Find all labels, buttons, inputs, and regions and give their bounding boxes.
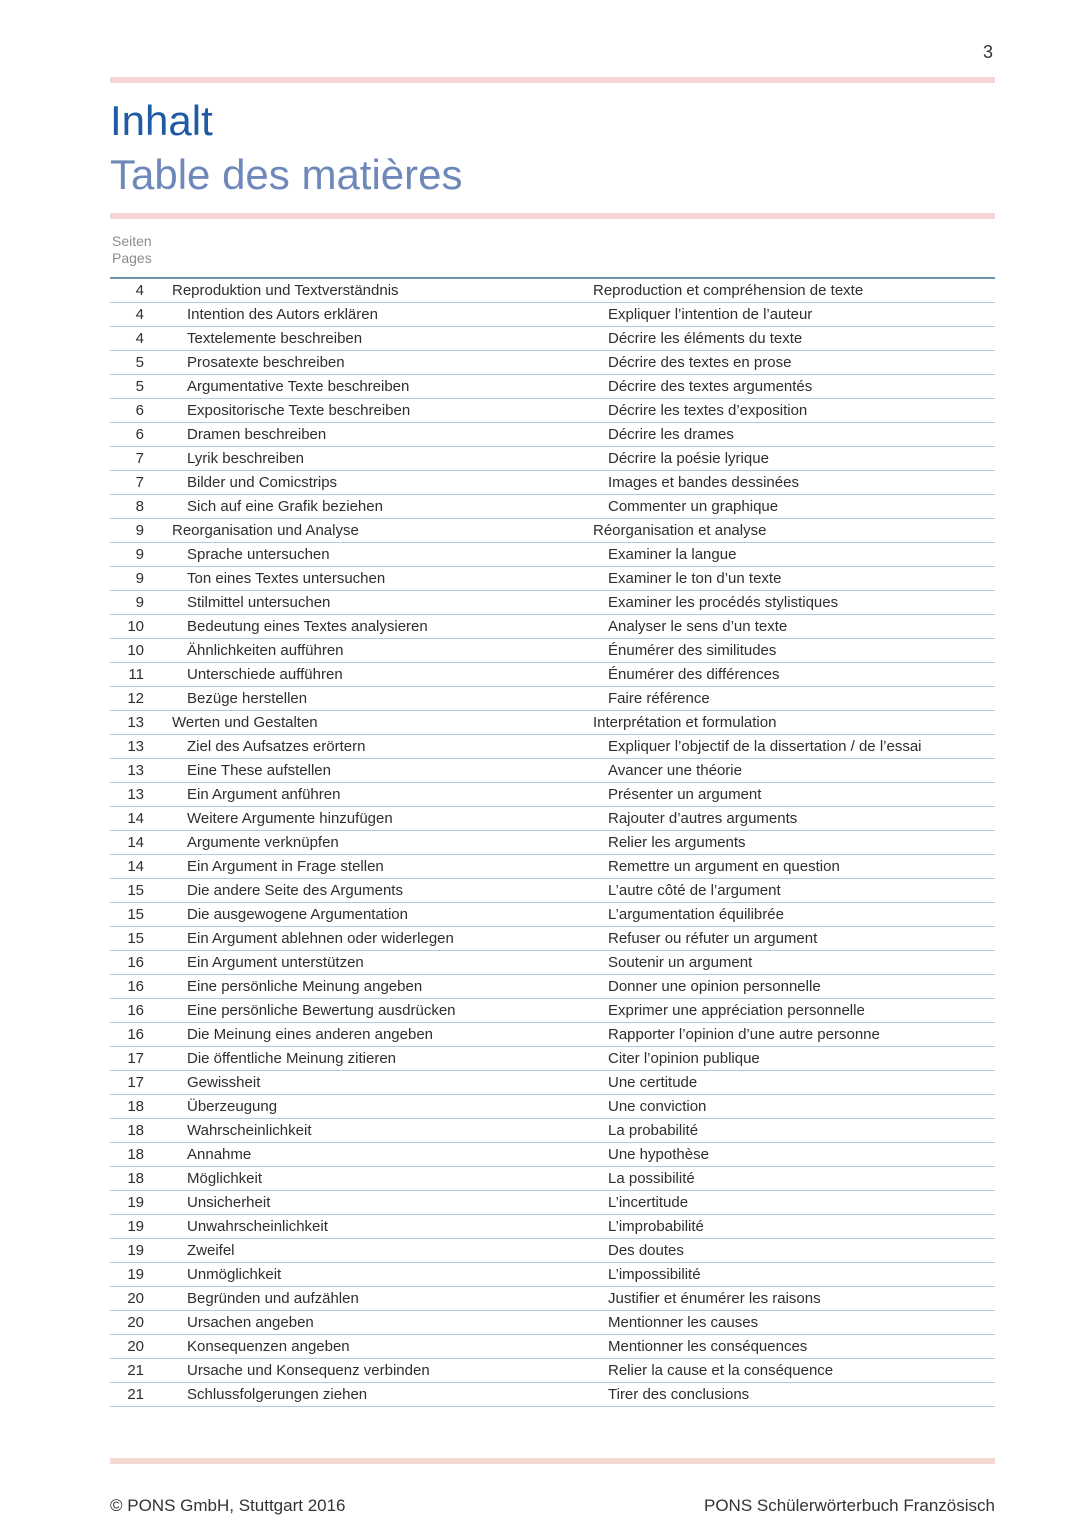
row-page-number: 20 <box>127 1338 144 1355</box>
row-label-german: Überzeugung <box>187 1098 278 1115</box>
row-label-french: Justifier et énumérer les raisons <box>608 1290 821 1307</box>
toc-row <box>110 735 995 759</box>
row-page-number: 4 <box>135 306 144 323</box>
row-page-number: 7 <box>135 450 144 467</box>
row-label-german: Die Meinung eines anderen angeben <box>187 1026 434 1043</box>
row-label-german: Schlussfolgerungen ziehen <box>187 1386 368 1403</box>
toc-row <box>110 879 995 903</box>
row-label-french: Soutenir un argument <box>608 954 753 971</box>
row-label-german: Begründen und aufzählen <box>187 1290 359 1307</box>
row-label-german: Bilder und Comicstrips <box>187 474 338 491</box>
row-label-german: Unsicherheit <box>187 1194 271 1211</box>
row-page-number: 18 <box>127 1122 144 1139</box>
row-label-french: L’autre côté de l’argument <box>608 882 781 899</box>
row-label-french: Examiner le ton d’un texte <box>608 570 782 587</box>
row-label-french: Analyser le sens d’un texte <box>608 618 788 635</box>
row-label-german: Textelemente beschreiben <box>187 330 363 347</box>
row-label-french: Tirer des conclusions <box>608 1386 750 1403</box>
row-label-french: Décrire les textes d’exposition <box>608 402 808 419</box>
toc-row <box>110 1143 995 1167</box>
row-label-french: Examiner la langue <box>608 546 737 563</box>
toc-row <box>110 519 995 543</box>
column-header <box>112 233 152 267</box>
row-label-french: Des doutes <box>608 1242 684 1259</box>
row-label-german: Sprache untersuchen <box>187 546 330 563</box>
row-label-french: Avancer une théorie <box>608 762 742 779</box>
row-label-french: Relier les arguments <box>608 834 746 851</box>
row-label-german: Möglichkeit <box>187 1170 263 1187</box>
row-label-german: Lyrik beschreiben <box>187 450 305 467</box>
page-title-german: Inhalt <box>110 97 213 144</box>
row-label-french: Expliquer l’objectif de la dissertation / de l’essai <box>608 738 922 755</box>
row-label-german: Konsequenzen angeben <box>187 1338 350 1355</box>
row-label-german: Die ausgewogene Argumentation <box>187 906 408 923</box>
row-label-french: Remettre un argument en question <box>608 858 840 875</box>
row-label-french: L’incertitude <box>608 1194 689 1211</box>
row-label-german: Werten und Gestalten <box>172 714 318 731</box>
row-label-french: Rajouter d’autres arguments <box>608 810 798 827</box>
row-label-french: Relier la cause et la conséquence <box>608 1362 834 1379</box>
row-label-german: Ein Argument anführen <box>187 786 341 803</box>
row-page-number: 20 <box>127 1290 144 1307</box>
row-page-number: 19 <box>127 1218 144 1235</box>
toc-row <box>110 639 995 663</box>
row-page-number: 18 <box>127 1146 144 1163</box>
toc-row <box>110 807 995 831</box>
toc-table <box>110 277 995 1407</box>
row-label-german: Eine persönliche Meinung angeben <box>187 978 423 995</box>
row-page-number: 7 <box>135 474 144 491</box>
row-page-number: 18 <box>127 1098 144 1115</box>
toc-row <box>110 495 995 519</box>
toc-row <box>110 423 995 447</box>
row-label-french: Réorganisation et analyse <box>593 522 767 539</box>
row-label-french: Exprimer une appréciation personnelle <box>608 1002 865 1019</box>
row-label-french: Donner une opinion personnelle <box>608 978 821 995</box>
toc-row <box>110 1335 995 1359</box>
row-page-number: 12 <box>127 690 144 707</box>
toc-row <box>110 567 995 591</box>
row-page-number: 17 <box>127 1050 144 1067</box>
toc-row <box>110 1239 995 1263</box>
row-label-french: Refuser ou réfuter un argument <box>608 930 818 947</box>
row-page-number: 4 <box>135 330 144 347</box>
row-label-german: Expositorische Texte beschreiben <box>187 402 411 419</box>
toc-row <box>110 1287 995 1311</box>
toc-row <box>110 1215 995 1239</box>
toc-row <box>110 831 995 855</box>
row-label-german: Annahme <box>187 1146 252 1163</box>
row-label-german: Argumentative Texte beschreiben <box>187 378 410 395</box>
row-label-german: Gewissheit <box>187 1074 261 1091</box>
row-label-french: Mentionner les conséquences <box>608 1338 808 1355</box>
row-label-french: Examiner les procédés stylistiques <box>608 594 839 611</box>
row-page-number: 13 <box>127 762 144 779</box>
row-label-french: Citer l’opinion publique <box>608 1050 760 1067</box>
toc-row <box>110 591 995 615</box>
row-label-german: Unterschiede aufführen <box>187 666 343 683</box>
toc-row <box>110 1383 995 1407</box>
row-label-french: Décrire la poésie lyrique <box>608 450 769 467</box>
row-label-french: Interprétation et formulation <box>593 714 777 731</box>
row-label-french: Énumérer des similitudes <box>608 642 777 659</box>
row-page-number: 11 <box>128 666 144 683</box>
row-page-number: 15 <box>127 882 144 899</box>
toc-row <box>110 1095 995 1119</box>
row-page-number: 16 <box>127 954 144 971</box>
row-label-french: L’improbabilité <box>608 1218 704 1235</box>
row-label-german: Die öffentliche Meinung zitieren <box>187 1050 397 1067</box>
row-label-french: La probabilité <box>608 1122 699 1139</box>
row-page-number: 5 <box>135 378 144 395</box>
row-page-number: 17 <box>127 1074 144 1091</box>
row-page-number: 9 <box>135 594 144 611</box>
toc-row <box>110 855 995 879</box>
row-page-number: 14 <box>127 834 144 851</box>
row-label-german: Ton eines Textes untersuchen <box>187 570 386 587</box>
row-page-number: 19 <box>127 1242 144 1259</box>
toc-row <box>110 399 995 423</box>
toc-row <box>110 903 995 927</box>
footer-book-title: PONS Schülerwörterbuch Französisch <box>703 1496 995 1515</box>
row-page-number: 14 <box>127 810 144 827</box>
row-label-french: L’argumentation équilibrée <box>608 906 784 923</box>
row-label-german: Ein Argument unterstützen <box>187 954 364 971</box>
row-label-german: Die andere Seite des Arguments <box>187 882 403 899</box>
row-label-french: Une hypothèse <box>608 1146 709 1163</box>
row-page-number: 13 <box>127 714 144 731</box>
row-page-number: 5 <box>135 354 144 371</box>
row-label-german: Wahrscheinlichkeit <box>187 1122 312 1139</box>
row-label-french: Décrire des textes argumentés <box>608 378 813 395</box>
row-page-number: 21 <box>127 1386 144 1403</box>
row-label-german: Sich auf eine Grafik beziehen <box>187 498 383 515</box>
row-label-german: Ursachen angeben <box>187 1314 314 1331</box>
toc-row <box>110 927 995 951</box>
toc-row <box>110 1311 995 1335</box>
toc-row <box>110 375 995 399</box>
row-label-french: Faire référence <box>608 690 710 707</box>
row-page-number: 16 <box>127 1026 144 1043</box>
row-label-french: Une conviction <box>608 1098 707 1115</box>
toc-row <box>110 1023 995 1047</box>
row-page-number: 18 <box>127 1170 144 1187</box>
row-label-german: Intention des Autors erklären <box>187 306 378 323</box>
toc-row <box>110 1071 995 1095</box>
row-page-number: 21 <box>127 1362 144 1379</box>
toc-row <box>110 1119 995 1143</box>
toc-row <box>110 543 995 567</box>
row-page-number: 4 <box>135 282 144 299</box>
toc-row <box>110 327 995 351</box>
page-title-french: Table des matières <box>110 151 463 198</box>
row-page-number: 20 <box>127 1314 144 1331</box>
row-label-german: Ziel des Aufsatzes erörtern <box>187 738 366 755</box>
row-label-german: Eine These aufstellen <box>187 762 331 779</box>
row-label-french: Mentionner les causes <box>608 1314 759 1331</box>
toc-row <box>110 975 995 999</box>
row-label-french: La possibilité <box>608 1170 695 1187</box>
toc-row <box>110 1359 995 1383</box>
row-label-german: Ähnlichkeiten aufführen <box>187 642 344 659</box>
row-label-german: Bedeutung eines Textes analysieren <box>187 618 428 635</box>
footer-rule <box>110 1458 995 1464</box>
toc-row <box>110 351 995 375</box>
row-label-german: Dramen beschreiben <box>187 426 327 443</box>
row-label-german: Eine persönliche Bewertung ausdrücken <box>187 1002 456 1019</box>
row-page-number: 9 <box>135 546 144 563</box>
toc-row <box>110 471 995 495</box>
mid-rule <box>110 213 995 219</box>
toc-row <box>110 1167 995 1191</box>
row-label-german: Unwahrscheinlichkeit <box>187 1218 328 1235</box>
row-page-number: 8 <box>135 498 144 515</box>
toc-row <box>110 687 995 711</box>
toc-row <box>110 663 995 687</box>
toc-row <box>110 759 995 783</box>
row-label-german: Reproduktion und Textverständnis <box>172 282 399 299</box>
page-number: 3 <box>982 42 993 62</box>
footer <box>110 1496 995 1516</box>
row-label-german: Prosatexte beschreiben <box>187 354 345 371</box>
row-label-french: Présenter un argument <box>608 786 762 803</box>
row-label-german: Ein Argument in Frage stellen <box>187 858 384 875</box>
toc-row <box>110 447 995 471</box>
row-label-german: Weitere Argumente hinzufügen <box>187 810 393 827</box>
row-label-french: Expliquer l’intention de l’auteur <box>608 306 813 323</box>
toc-row <box>110 615 995 639</box>
toc-row <box>110 1191 995 1215</box>
column-label-pages: Pages <box>112 250 152 266</box>
toc-row <box>110 951 995 975</box>
row-label-german: Bezüge herstellen <box>187 690 308 707</box>
footer-copyright: © PONS GmbH, Stuttgart 2016 <box>110 1496 346 1515</box>
row-label-german: Unmöglichkeit <box>187 1266 282 1283</box>
row-page-number: 15 <box>127 906 144 923</box>
row-label-french: Décrire les éléments du texte <box>608 330 803 347</box>
row-page-number: 6 <box>135 402 144 419</box>
row-page-number: 19 <box>127 1194 144 1211</box>
row-label-french: L’impossibilité <box>608 1266 701 1283</box>
toc-row <box>110 783 995 807</box>
toc-row <box>110 711 995 735</box>
row-page-number: 19 <box>127 1266 144 1283</box>
row-label-french: Commenter un graphique <box>608 498 779 515</box>
toc-row <box>110 1263 995 1287</box>
row-page-number: 9 <box>135 570 144 587</box>
row-label-german: Argumente verknüpfen <box>187 834 339 851</box>
row-label-german: Ursache und Konsequenz verbinden <box>187 1362 430 1379</box>
row-label-french: Énumérer des différences <box>608 666 780 683</box>
row-label-french: Reproduction et compréhension de texte <box>593 282 864 299</box>
row-page-number: 13 <box>127 786 144 803</box>
row-label-german: Zweifel <box>187 1242 235 1259</box>
row-label-french: Décrire les drames <box>608 426 734 443</box>
row-page-number: 9 <box>135 522 144 539</box>
row-label-french: Images et bandes dessinées <box>608 474 799 491</box>
row-page-number: 10 <box>127 642 144 659</box>
column-label-seiten: Seiten <box>112 233 152 249</box>
row-page-number: 14 <box>127 858 144 875</box>
row-label-german: Reorganisation und Analyse <box>172 522 359 539</box>
row-label-french: Décrire des textes en prose <box>608 354 792 371</box>
row-page-number: 6 <box>135 426 144 443</box>
toc-row <box>110 1047 995 1071</box>
row-page-number: 13 <box>127 738 144 755</box>
toc-row <box>110 279 995 303</box>
row-page-number: 16 <box>127 1002 144 1019</box>
toc-row <box>110 303 995 327</box>
top-rule <box>110 77 995 83</box>
row-page-number: 16 <box>127 978 144 995</box>
row-label-german: Ein Argument ablehnen oder widerlegen <box>187 930 454 947</box>
toc-row <box>110 999 995 1023</box>
row-label-french: Une certitude <box>608 1074 698 1091</box>
row-label-german: Stilmittel untersuchen <box>187 594 331 611</box>
row-page-number: 15 <box>127 930 144 947</box>
row-label-french: Rapporter l’opinion d’une autre personne <box>608 1026 880 1043</box>
row-page-number: 10 <box>127 618 144 635</box>
